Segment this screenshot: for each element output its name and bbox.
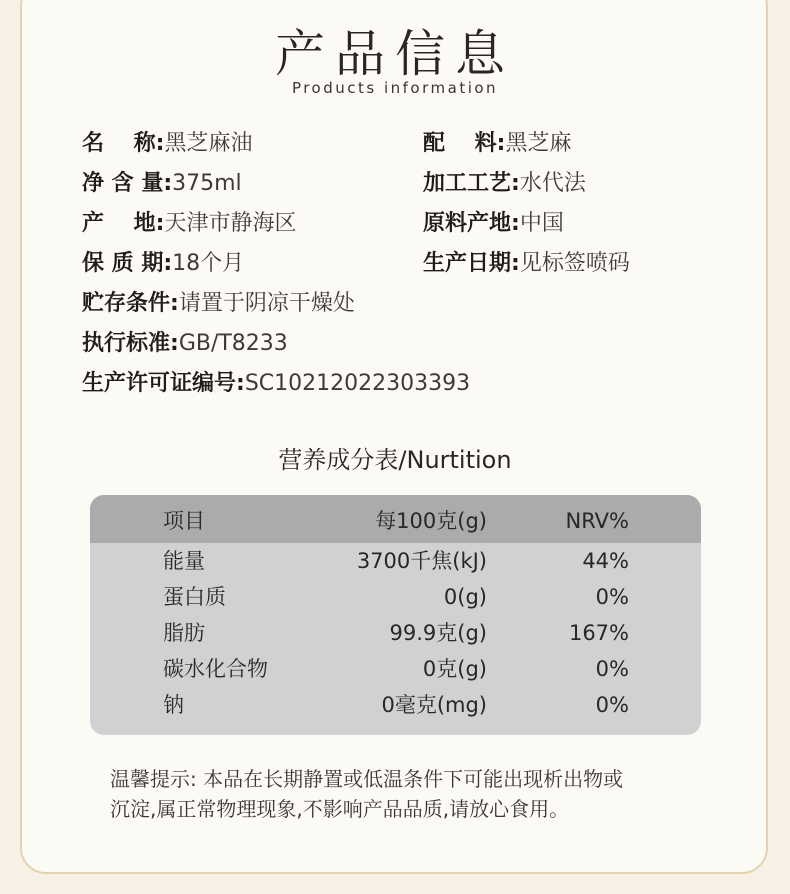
info-origin-value: 天津市静海区 [164, 211, 297, 236]
warm-tip [110, 764, 710, 824]
info-standard-label: 执行标准: [82, 331, 179, 356]
header-item: 项目 [163, 509, 205, 533]
info-name-value: 黑芝麻油 [164, 131, 253, 156]
info-standard [82, 331, 288, 357]
row-nrv: 167% [568, 621, 629, 645]
row-item: 脂肪 [163, 621, 205, 645]
info-ingredient-value: 黑芝麻 [505, 131, 572, 156]
page-title: 产品信息 [275, 25, 515, 83]
row-value: 0毫克(mg) [381, 693, 487, 717]
nutrition-table [90, 495, 701, 735]
info-net-value: 375ml [172, 171, 242, 196]
info-license-label: 生产许可证编号: [82, 371, 245, 396]
info-process-label: 加工工艺: [423, 171, 520, 196]
row-nrv: 0% [595, 657, 629, 681]
row-value: 0克(g) [422, 657, 487, 681]
info-date [423, 251, 630, 277]
nutrition-title: 营养成分表/Nurtition [278, 446, 512, 474]
row-value: 99.9克(g) [389, 621, 487, 645]
row-nrv: 0% [595, 693, 629, 717]
warm-tip-line2: 沉淀,属正常物理现象,不影响产品品质,请放心食用。 [110, 797, 570, 821]
row-value: 3700千焦(kJ) [356, 549, 487, 573]
info-ingredient [423, 131, 571, 157]
info-date-value: 见标签喷码 [519, 251, 630, 276]
info-material-origin-label: 原料产地: [423, 211, 520, 236]
row-nrv: 44% [582, 549, 629, 573]
table-header [90, 495, 701, 543]
info-material-origin [423, 211, 564, 237]
row-value: 0(g) [443, 585, 487, 609]
info-storage [82, 291, 355, 317]
info-storage-label: 贮存条件: [82, 291, 179, 316]
info-date-label: 生产日期: [423, 251, 520, 276]
row-item: 钠 [163, 693, 184, 717]
row-item: 能量 [163, 549, 205, 573]
info-material-origin-value: 中国 [519, 211, 564, 236]
info-standard-value: GB/T8233 [178, 331, 288, 356]
header-nrv: NRV% [565, 509, 629, 533]
row-nrv: 0% [595, 585, 629, 609]
header-per100g: 每100克(g) [375, 509, 487, 533]
info-net-label: 净 含 量: [82, 171, 173, 196]
page-subtitle: Products information [291, 79, 499, 97]
info-ingredient-label: 配 料: [423, 131, 506, 156]
info-license [82, 371, 470, 397]
info-shelf-value: 18个月 [172, 251, 245, 276]
info-shelf [82, 251, 244, 277]
info-license-value: SC10212022303393 [244, 371, 471, 396]
warm-tip-line1: 温馨提示: 本品在长期静置或低温条件下可能出现析出物或 [110, 767, 624, 791]
info-name-label: 名 称: [82, 131, 165, 156]
info-shelf-label: 保 质 期: [82, 251, 173, 276]
info-name [82, 131, 252, 157]
info-storage-value: 请置于阴凉干燥处 [178, 291, 355, 316]
row-item: 碳水化合物 [163, 657, 268, 681]
info-process [423, 171, 586, 197]
row-item: 蛋白质 [163, 585, 226, 609]
info-process-value: 水代法 [519, 171, 586, 196]
info-origin [82, 211, 296, 237]
info-origin-label: 产 地: [82, 211, 165, 236]
info-net [82, 171, 242, 197]
